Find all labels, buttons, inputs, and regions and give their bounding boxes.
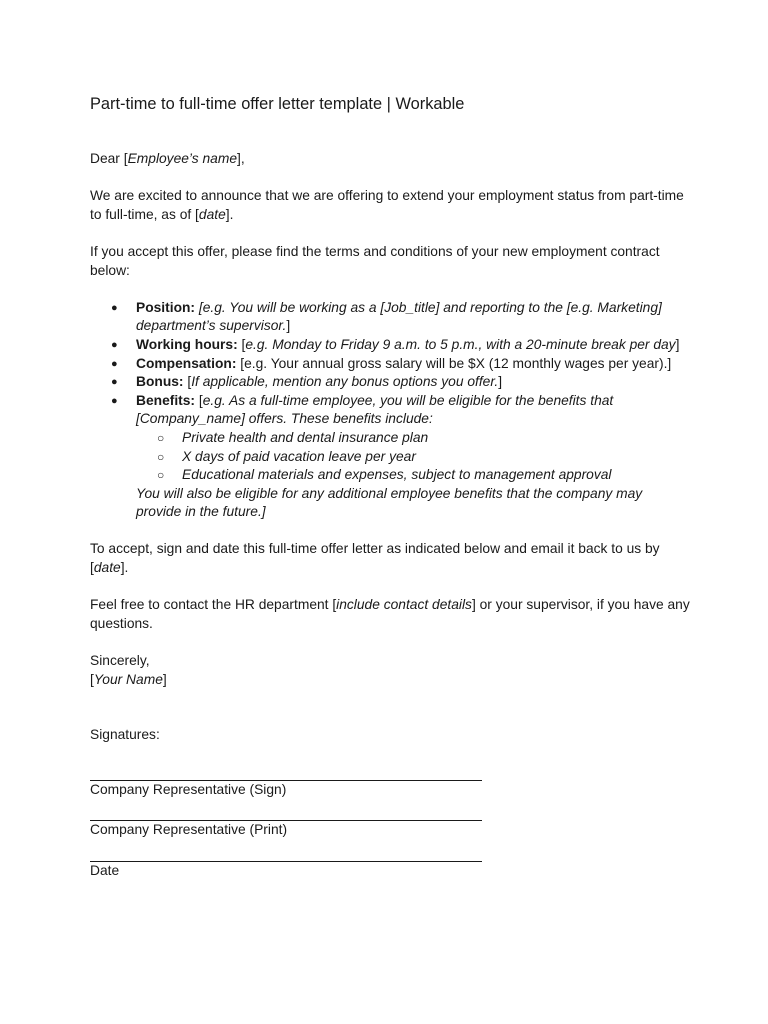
- circle-bullet-icon: ○: [157, 449, 165, 464]
- document-title: Part-time to full-time offer letter template | Workable: [90, 95, 465, 113]
- contact-paragraph: [90, 596, 690, 633]
- bullet-icon: ●: [111, 338, 118, 351]
- term-text: If applicable, mention any bonus options you offer.: [191, 374, 499, 390]
- accept-date-placeholder: date: [93, 560, 121, 576]
- term-benefits: [90, 392, 690, 522]
- accept-text: To accept, sign and date this full-time offer letter as indicated below and email it back to us by [: [90, 541, 660, 576]
- benefits-closing: You will also be eligible for any additional employee benefits that the company may provide in the future.]: [136, 485, 643, 520]
- term-open: [: [241, 336, 246, 352]
- term-label: Working hours:: [136, 336, 238, 352]
- benefit-item-text: X days of paid vacation leave per year: [182, 448, 416, 464]
- offer-letter-document: [90, 94, 690, 882]
- benefit-item-text: Educational materials and expenses, subject to management approval: [182, 467, 612, 483]
- term-end: ]: [286, 318, 291, 334]
- intro-text: We are excited to announce that we are offering to extend your employment status from part-time to full-time, as of [: [90, 188, 684, 222]
- greeting-suffix: ],: [237, 151, 245, 166]
- circle-bullet-icon: ○: [157, 468, 165, 483]
- term-end: ]: [675, 336, 680, 352]
- benefit-item-text: Private health and dental insurance plan: [182, 429, 429, 445]
- contact-text: Feel free to contact the HR department [: [90, 597, 337, 613]
- signature-line-print: [90, 803, 482, 821]
- term-label: Position:: [136, 299, 196, 315]
- term-text: e.g. Monday to Friday 9 a.m. to 5 p.m., with a 20-minute break per day: [245, 336, 676, 352]
- term-working-hours: [90, 336, 690, 355]
- accept-end: ].: [120, 560, 129, 576]
- benefit-item: [136, 448, 690, 467]
- term-end: ]: [498, 374, 503, 390]
- signatures-section: [90, 726, 690, 880]
- term-open: [: [187, 374, 192, 390]
- term-text: [e.g. Your annual gross salary will be $X (12 monthly wages per year).]: [240, 355, 672, 371]
- benefits-sublist: [136, 429, 690, 485]
- term-label: Compensation:: [136, 355, 237, 371]
- signature-line-sign: [90, 763, 482, 781]
- greeting-prefix: Dear [: [90, 151, 128, 166]
- term-open: [: [198, 392, 203, 408]
- term-label: Bonus:: [136, 374, 184, 390]
- your-name-placeholder: Your Name: [93, 671, 163, 687]
- intro-end: ].: [225, 206, 234, 222]
- signoff-open: [: [90, 671, 94, 687]
- term-compensation: [90, 355, 690, 374]
- term-label: Benefits:: [136, 392, 196, 408]
- terms-intro-paragraph: If you accept this offer, please find the terms and conditions of your new employment contract below:: [90, 243, 660, 278]
- accept-paragraph: [90, 540, 690, 577]
- terms-list: [90, 299, 690, 522]
- bullet-icon: ●: [111, 376, 118, 389]
- intro-paragraph: [90, 187, 690, 224]
- bullet-icon: ●: [111, 301, 118, 314]
- term-position: [90, 299, 690, 336]
- signature-label-print: Company Representative (Print): [90, 822, 288, 838]
- signatures-heading: Signatures:: [90, 727, 160, 743]
- contact-end: ] or your supervisor, if you have any questions.: [90, 597, 690, 631]
- greeting: [90, 150, 690, 169]
- benefit-item: [136, 429, 690, 448]
- signature-line-date: [90, 844, 482, 862]
- bullet-icon: ●: [111, 357, 118, 370]
- bullet-icon: ●: [111, 394, 118, 407]
- signoff-closing: Sincerely,: [90, 653, 150, 669]
- term-text: e.g. As a full-time employee, you will be eligible for the benefits that [Company_name] offers. These benefits include:: [136, 392, 614, 427]
- signature-label-date: Date: [90, 863, 120, 878]
- benefit-item: [136, 466, 690, 485]
- term-text: [e.g. You will be working as a [Job_title] and reporting to the [e.g. Marketing] department’s supervisor.: [136, 299, 662, 334]
- signoff-close: ]: [162, 671, 167, 687]
- employee-name-placeholder: Employee’s name: [127, 151, 237, 166]
- signoff: [90, 652, 690, 689]
- signature-label-sign: Company Representative (Sign): [90, 781, 287, 797]
- intro-date-placeholder: date: [198, 206, 226, 222]
- contact-details-placeholder: include contact details: [336, 597, 472, 613]
- term-bonus: [90, 373, 690, 392]
- circle-bullet-icon: ○: [157, 430, 165, 445]
